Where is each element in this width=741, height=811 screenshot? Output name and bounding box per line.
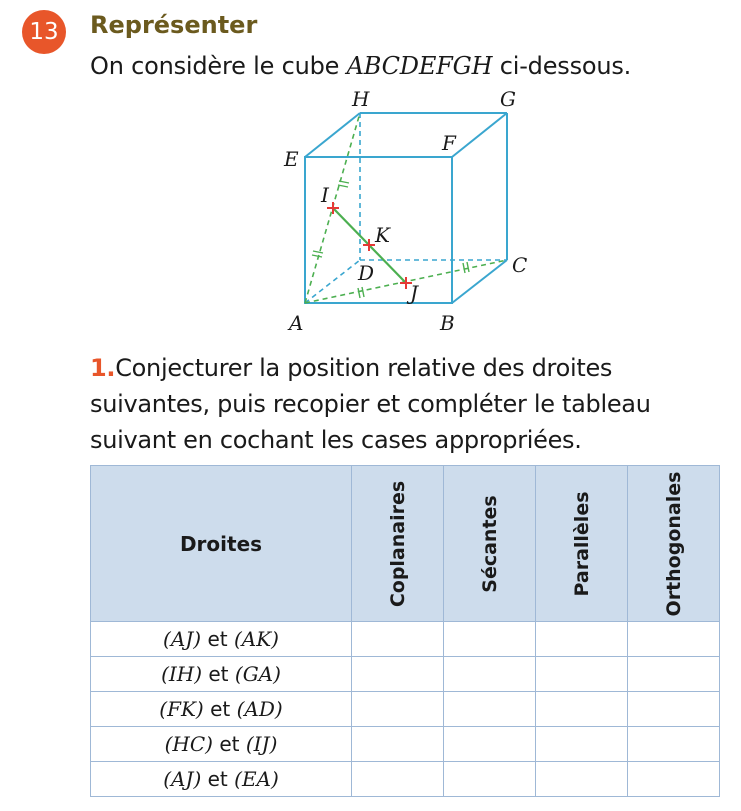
label-H: H xyxy=(352,87,370,111)
checkbox-cell[interactable] xyxy=(444,657,536,692)
exercise-title: Représenter xyxy=(90,11,258,39)
edge-FG xyxy=(452,113,507,157)
header-orthogonales: Orthogonales xyxy=(628,466,720,622)
checkbox-cell[interactable] xyxy=(628,622,720,657)
table-row xyxy=(91,692,720,727)
checkbox-cell[interactable] xyxy=(536,692,628,727)
checkbox-cell[interactable] xyxy=(444,727,536,762)
checkbox-cell[interactable] xyxy=(352,657,444,692)
checkbox-cell[interactable] xyxy=(536,622,628,657)
label-A: A xyxy=(289,311,304,335)
label-D: D xyxy=(358,261,375,285)
checkbox-cell[interactable] xyxy=(628,692,720,727)
header-droites: Droites xyxy=(91,466,352,622)
label-G: G xyxy=(500,87,516,111)
checkbox-cell[interactable] xyxy=(628,727,720,762)
checkbox-cell[interactable] xyxy=(352,622,444,657)
label-I: I xyxy=(321,183,329,207)
row-label: (AJ) et (EA) xyxy=(91,762,352,797)
question-text: Conjecturer la position relative des droites suivantes, puis recopier et compléter le tableau suivant en cochant les cases appropriées. xyxy=(90,354,651,454)
checkbox-cell[interactable] xyxy=(444,622,536,657)
label-K: K xyxy=(375,223,390,247)
checkbox-cell[interactable] xyxy=(536,657,628,692)
header-secantes: Sécantes xyxy=(444,466,536,622)
edge-BC xyxy=(452,260,507,303)
checkbox-cell[interactable] xyxy=(352,692,444,727)
row-label: (HC) et (IJ) xyxy=(91,727,352,762)
checkbox-cell[interactable] xyxy=(536,762,628,797)
row-label: (IH) et (GA) xyxy=(91,657,352,692)
label-C: C xyxy=(512,253,528,277)
checkbox-cell[interactable] xyxy=(628,762,720,797)
checkbox-cell[interactable] xyxy=(444,762,536,797)
edge-EH xyxy=(305,113,360,157)
question-number: 1. xyxy=(90,354,116,382)
cube-figure xyxy=(270,80,560,340)
checkbox-cell[interactable] xyxy=(352,727,444,762)
row-label: (FK) et (AD) xyxy=(91,692,352,727)
label-B: B xyxy=(440,311,455,335)
table-row xyxy=(91,727,720,762)
header-paralleles: Parallèles xyxy=(536,466,628,622)
label-F: F xyxy=(442,131,456,155)
table-row xyxy=(91,622,720,657)
label-J: J xyxy=(410,281,419,305)
header-coplanaires: Coplanaires xyxy=(352,466,444,622)
table-row xyxy=(91,657,720,692)
checkbox-cell[interactable] xyxy=(444,692,536,727)
checkbox-cell[interactable] xyxy=(536,727,628,762)
checkbox-cell[interactable] xyxy=(628,657,720,692)
checkbox-cell[interactable] xyxy=(352,762,444,797)
table-row xyxy=(91,762,720,797)
question-1 xyxy=(90,350,730,458)
row-label: (AJ) et (AK) xyxy=(91,622,352,657)
exercise-number-badge: 13 xyxy=(22,10,66,54)
label-E: E xyxy=(284,147,299,171)
exercise-intro: On considère le cube ABCDEFGH ci-dessous. xyxy=(90,52,632,80)
positions-table xyxy=(90,465,720,797)
